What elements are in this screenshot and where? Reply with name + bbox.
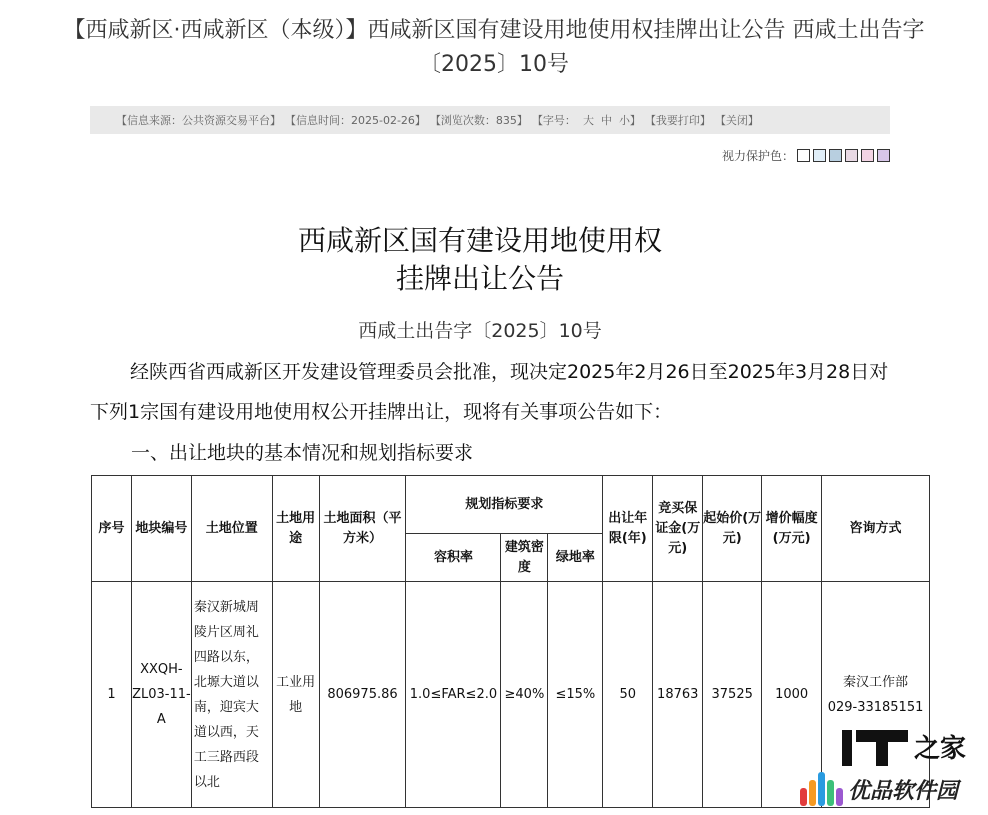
cell-density: ≥40%	[501, 582, 548, 808]
cell-deposit: 18763	[653, 582, 703, 808]
page-title-line1: 【西咸新区·西咸新区（本级）】西咸新区国有建设用地使用权挂牌出让公告 西咸土出告字	[63, 18, 925, 43]
contact-phone: 029-33185151	[827, 699, 924, 715]
font-medium-link[interactable]: 中	[600, 114, 612, 127]
font-size-label: 【字号： 大 中 小】	[531, 114, 641, 127]
page-title	[10, 14, 978, 82]
cell-start-price: 37525	[703, 582, 762, 808]
info-time: 【信息时间：2025-02-26】	[285, 114, 426, 127]
font-large-link[interactable]: 大	[582, 114, 594, 127]
color-swatch-white[interactable]	[797, 149, 810, 162]
print-link[interactable]: 【我要打印】	[644, 114, 711, 127]
header-deposit: 竞买保证金(万元)	[653, 476, 703, 582]
cell-green: ≤15%	[548, 582, 603, 808]
cell-step: 1000	[762, 582, 822, 808]
land-parcel-table	[91, 475, 930, 808]
cell-location: 秦汉新城周陵片区周礼四路以东，北塬大道以南，迎宾大道以西，天工三路西段以北	[191, 582, 272, 808]
eye-protect-label: 视力保护色：	[721, 148, 794, 163]
contact-name: 秦汉工作部	[843, 674, 909, 690]
cell-code: XXQH-ZL03-11-A	[131, 582, 191, 808]
header-location: 土地位置	[191, 476, 272, 582]
info-views: 【浏览次数：835】	[429, 114, 528, 127]
cell-area: 806975.86	[319, 582, 406, 808]
intro-paragraph: 经陕西省西咸新区开发建设管理委员会批准，现决定2025年2月26日至2025年3月28日对下列1宗国有建设用地使用权公开挂牌出让，现将有关事项公告如下：	[90, 361, 889, 423]
header-density: 建筑密度	[501, 534, 548, 582]
header-contact: 咨询方式	[822, 476, 930, 582]
color-swatch-purple[interactable]	[877, 149, 890, 162]
document-title-line2: 挂牌出让公告	[395, 262, 564, 295]
section-heading: 一、出让地块的基本情况和规划指标要求	[131, 442, 474, 464]
header-code: 地块编号	[131, 476, 191, 582]
color-swatch-lightblue[interactable]	[813, 149, 826, 162]
close-link[interactable]: 【关闭】	[714, 114, 759, 127]
it-logo-icon	[840, 728, 912, 768]
header-start-price: 起始价(万元)	[703, 476, 762, 582]
header-use: 土地用途	[272, 476, 319, 582]
document-title	[90, 222, 870, 298]
cell-use: 工业用地	[272, 582, 319, 808]
header-plan: 规划指标要求	[406, 476, 603, 534]
header-green: 绿地率	[548, 534, 603, 582]
info-source: 【信息来源：公共资源交易平台】	[116, 114, 281, 127]
colorful-people-icon	[798, 768, 842, 810]
document-number: 西咸土出告字〔2025〕10号	[358, 320, 602, 342]
color-swatch-lilac[interactable]	[845, 149, 858, 162]
cell-seq: 1	[92, 582, 132, 808]
cell-years: 50	[603, 582, 653, 808]
watermark-brand: 之家	[914, 734, 967, 764]
header-area: 土地面积（平方米）	[319, 476, 406, 582]
eye-protect-colors	[722, 146, 890, 164]
header-far: 容积率	[406, 534, 501, 582]
font-small-link[interactable]: 小】	[618, 114, 641, 127]
cell-far: 1.0≤FAR≤2.0	[406, 582, 501, 808]
watermark-site-text: 优品软件园	[848, 779, 959, 804]
header-step: 增价幅度(万元)	[762, 476, 822, 582]
document-title-line1: 西咸新区国有建设用地使用权	[297, 224, 662, 257]
info-meta-bar	[90, 106, 890, 134]
page-title-line2: 〔2025〕10号	[419, 52, 569, 77]
header-seq: 序号	[92, 476, 132, 582]
color-swatch-blue[interactable]	[829, 149, 842, 162]
header-years: 出让年限(年)	[603, 476, 653, 582]
color-swatch-pink[interactable]	[861, 149, 874, 162]
